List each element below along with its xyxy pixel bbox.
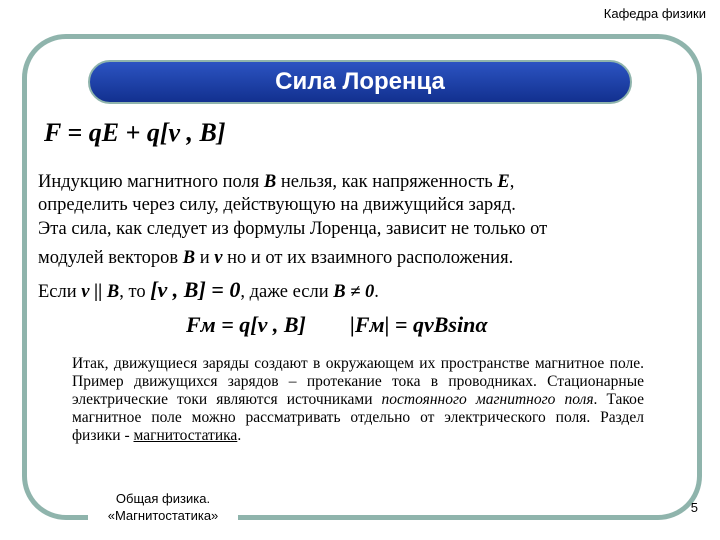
para-part-3: . — [237, 427, 242, 444]
text-line-4 — [38, 248, 513, 269]
text-line-5 — [38, 277, 379, 303]
para-part-1: Итак, движущиеся заряды создают в окружающем их пространстве магнитное поле. Пример движущихся зарядов – протекание тока в проводниках. Стационарные электрические токи являются источниками — [72, 355, 644, 408]
line4-tail: но и от их взаимного расположения. — [227, 248, 514, 268]
line4-sym-v: v — [214, 248, 223, 268]
line5-cond: v || B — [81, 282, 120, 302]
summary-paragraph — [72, 355, 644, 445]
course-line-2: «Магнитостатика» — [107, 508, 219, 523]
para-part-2: . Такое магнитное поле можно рассматривать отдельно от электрического поля. Раздел физики - — [72, 391, 644, 444]
text-line-2 — [38, 195, 516, 216]
course-line-1: Общая физика. — [115, 491, 211, 506]
line5-tail: . — [374, 282, 379, 302]
department-label: Кафедра физики — [603, 6, 706, 21]
line4-sym-b: B — [182, 248, 196, 268]
line2-text: определить через силу, действующую на движущийся заряд. — [38, 195, 516, 215]
line5-text3: , даже если — [240, 282, 329, 302]
line5-text2: , то — [119, 282, 146, 302]
line5-text1: Если — [38, 282, 77, 302]
text-line-1 — [38, 172, 514, 193]
line5-expr: [v , B] = 0 — [150, 277, 241, 302]
text-line-3 — [38, 219, 547, 240]
para-italic: постоянного магнитного поля — [381, 391, 594, 408]
magnetic-force-formula: Fм = q[v , B] — [186, 312, 306, 337]
line4-text2: и — [199, 248, 210, 268]
page-number: 5 — [690, 500, 698, 515]
line3-text: Эта сила, как следует из формулы Лоренца, зависит не только от — [38, 219, 548, 239]
line4-text1: модулей векторов — [38, 248, 179, 268]
line1-text1: Индукцию магнитного поля — [38, 172, 260, 192]
line1-sym-e: E — [497, 172, 510, 192]
line1-text2: нельзя, как напряженность — [280, 172, 493, 192]
para-underline: магнитостатика — [133, 427, 238, 444]
lorentz-formula: F = qE + q[v , B] — [44, 118, 226, 147]
line5-expr2: B ≠ 0 — [333, 282, 375, 302]
course-footer — [88, 490, 238, 524]
magnetic-force-modulus-formula: |Fм| = qvBsinα — [350, 312, 488, 337]
line1-sym-b: B — [263, 172, 277, 192]
slide-title: Сила Лоренца — [88, 60, 632, 104]
line1-tail: , — [509, 172, 515, 192]
